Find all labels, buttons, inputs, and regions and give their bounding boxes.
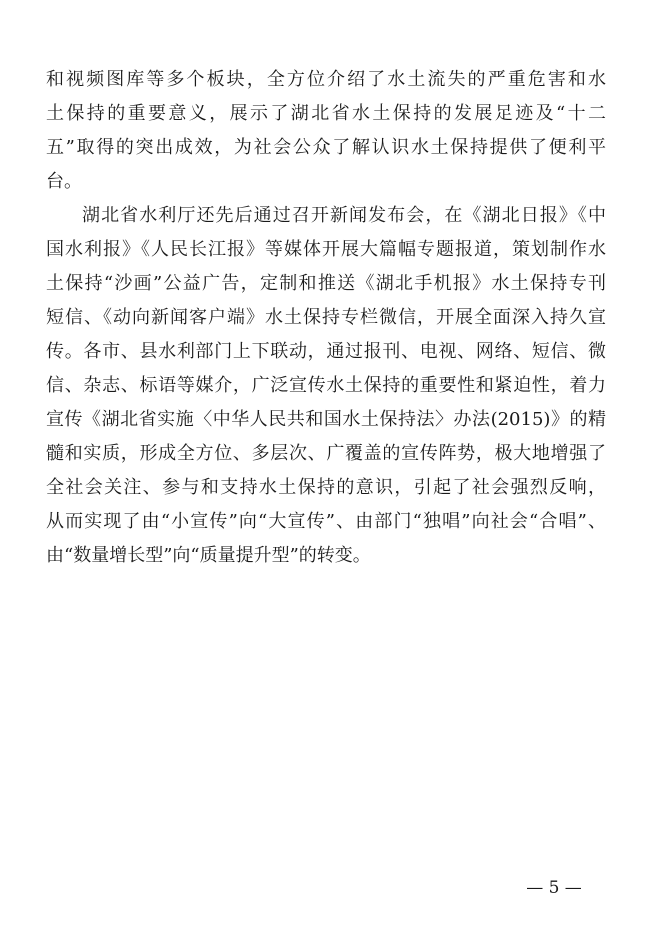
page-number: — 5 — [526, 878, 582, 898]
text-line: 全社会关注、参与和支持水土保持的意识，引起了社会强烈反响， [46, 477, 606, 498]
text-line: 由“数量增长型”向“质量提升型”的转变。 [46, 545, 371, 566]
text-line: 从而实现了由“小宣传”向“大宣传”、由部门“独唱”向社会“合唱”、 [46, 511, 606, 532]
text-line: 国水利报》《人民长江报》等媒体开展大篇幅专题报道，策划制作水 [46, 239, 606, 260]
text-line: 信、杂志、标语等媒介，广泛宣传水土保持的重要性和紧迫性，着力 [46, 375, 606, 396]
text-line: 土保持的重要意义，展示了湖北省水土保持的发展足迹及“十二 [46, 103, 606, 124]
text-line: 短信、《动向新闻客户端》水土保持专栏微信，开展全面深入持久宣 [46, 307, 606, 328]
text-line: 髓和实质，形成全方位、多层次、广覆盖的宣传阵势，极大地增强了 [46, 443, 606, 464]
body-text [46, 63, 606, 573]
text-line: 传。各市、县水利部门上下联动，通过报刊、电视、网络、短信、微 [46, 341, 606, 362]
text-line: 五”取得的突出成效，为社会公众了解认识水土保持提供了便利平 [46, 137, 606, 158]
text-line: 湖北省水利厅还先后通过召开新闻发布会，在《湖北日报》《中 [82, 205, 606, 226]
text-line: 宣传《湖北省实施〈中华人民共和国水土保持法〉办法(2015)》的精 [46, 409, 606, 430]
text-line: 和视频图库等多个板块，全方位介绍了水土流失的严重危害和水 [46, 69, 606, 90]
text-line: 土保持“沙画”公益广告，定制和推送《湖北手机报》水土保持专刊 [46, 273, 606, 294]
text-line: 台。 [46, 171, 82, 192]
